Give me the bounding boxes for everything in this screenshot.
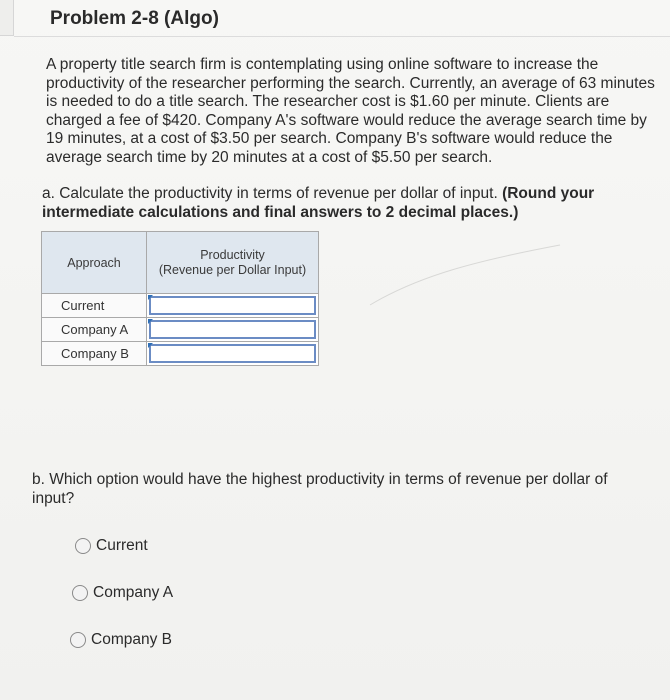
input-marker-icon: [148, 343, 153, 348]
productivity-input-current[interactable]: [149, 296, 316, 315]
option-label-current: Current: [96, 537, 148, 554]
row-label-company-a: Company A: [42, 318, 147, 342]
radio-option-company-a[interactable]: [72, 584, 173, 602]
part-a-prompt: a. Calculate the productivity in terms of revenue per dollar of input.: [42, 185, 503, 202]
answer-cell-company-b: [147, 342, 319, 366]
productivity-input-company-b[interactable]: [149, 344, 316, 363]
productivity-table: [41, 231, 319, 366]
row-label-company-b: Company B: [42, 342, 147, 366]
radio-button-icon[interactable]: [70, 632, 86, 648]
productivity-header-line1: Productivity: [200, 247, 265, 262]
radio-option-current[interactable]: [75, 537, 148, 555]
part-a-question: [42, 185, 642, 222]
answer-cell-company-a: [147, 318, 319, 342]
stray-pen-mark: [360, 235, 670, 325]
title-divider: [14, 36, 670, 37]
table-row: [42, 318, 319, 342]
productivity-header-line2: (Revenue per Dollar Input): [158, 262, 307, 277]
column-header-approach: Approach: [42, 232, 147, 294]
part-a-instruction: (Round your intermediate calculations and final answers to 2 decimal places.): [42, 185, 595, 221]
table-row: [42, 342, 319, 366]
input-marker-icon: [148, 295, 153, 300]
radio-button-icon[interactable]: [75, 538, 91, 554]
problem-title: Problem 2-8 (Algo): [50, 8, 219, 29]
radio-button-icon[interactable]: [72, 585, 88, 601]
margin-bar: [0, 0, 14, 36]
input-marker-icon: [148, 319, 153, 324]
part-b-question: b. Which option would have the highest productivity in terms of revenue per dollar of input?: [32, 471, 608, 507]
problem-statement: A property title search firm is contemplating using online software to increase the productivity of the researcher performing the search. Currently, an average of 63 minutes is needed to do a title search. The researcher cost is $1.60 per minute. Clients are charged a fee of $420. Company A's software would reduce the average search time by 19 minutes, at a cost of $3.50 per search. Company B's software would reduce the average search time by 20 minutes at a cost of $5.50 per search.: [46, 56, 655, 166]
column-header-productivity: [147, 232, 319, 294]
table-header-row: [42, 232, 319, 294]
table-row: [42, 294, 319, 318]
answer-cell-current: [147, 294, 319, 318]
radio-option-company-b[interactable]: [70, 631, 172, 649]
option-label-company-a: Company A: [93, 584, 174, 601]
option-label-company-b: Company B: [91, 631, 172, 648]
row-label-current: Current: [42, 294, 147, 318]
productivity-input-company-a[interactable]: [149, 320, 316, 339]
